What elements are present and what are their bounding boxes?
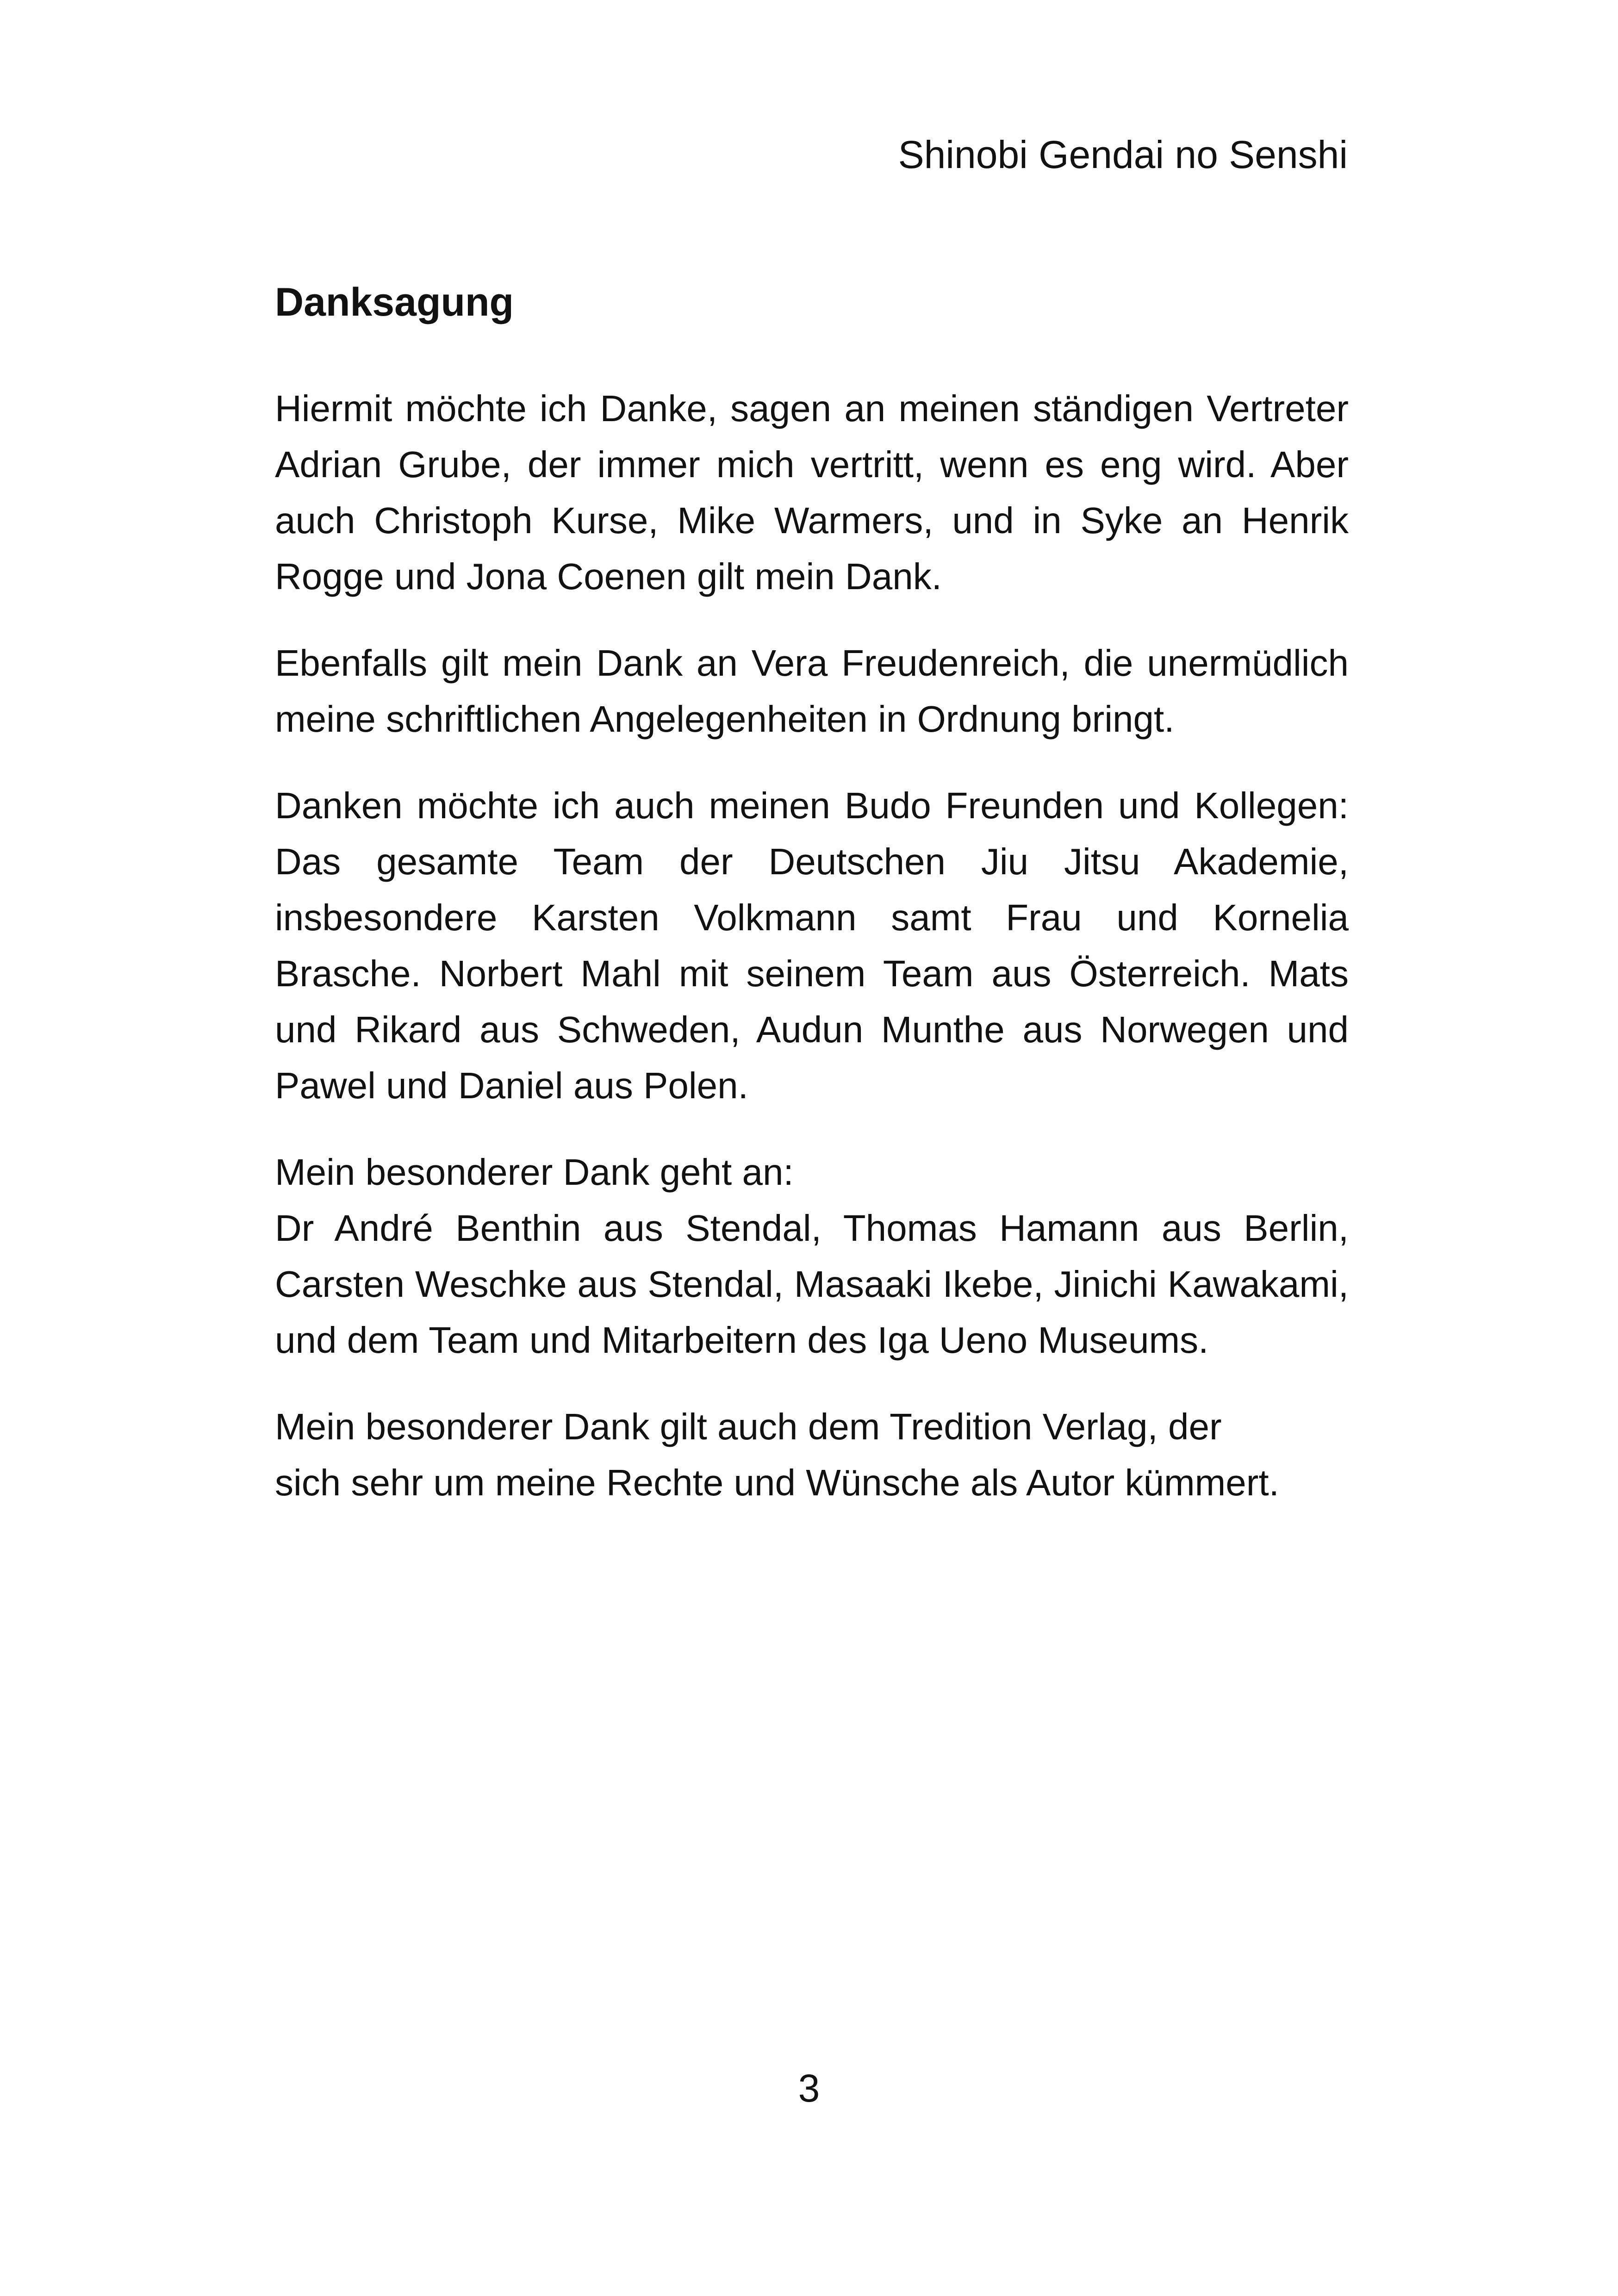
paragraph-administration: Ebenfalls gilt mein Dank an Vera Freudenreich, die unermüdlich meine schriftlichen Angelegenheiten in Ordnung bringt. <box>275 642 1349 740</box>
paragraph-representatives: Hiermit möchte ich Danke, sagen an meinen ständigen Vertreter Adrian Grube, der immer mich vertritt, wenn es eng wird. Aber auch Christoph Kurse, Mike Warmers, und in Syke an Henrik Rogge und Jona Coenen gilt mein Dank. <box>275 388 1349 597</box>
section-heading: Danksagung <box>275 280 514 324</box>
special-thanks-lead: Mein besonderer Dank geht an: <box>275 1151 794 1193</box>
closing-paragraph <box>275 1399 1349 1511</box>
page-content <box>275 273 1349 1541</box>
closing-line-2: sich sehr um meine Rechte und Wünsche als Autor kümmert. <box>275 1462 1279 1503</box>
special-thanks-names: Dr André Benthin aus Stendal, Thomas Hamann aus Berlin, Carsten Weschke aus Stendal, Masaaki Ikebe, Jinichi Kawakami, und dem Team und Mitarbeitern des Iga Ueno Museums. <box>275 1207 1349 1361</box>
closing-line-1: Mein besonderer Dank gilt auch dem Tredition Verlag, der <box>275 1406 1222 1447</box>
page-number: 3 <box>798 2066 820 2110</box>
paragraph-budo-friends: Danken möchte ich auch meinen Budo Freunden und Kollegen: Das gesamte Team der Deutschen Jiu Jitsu Akademie, insbesondere Karsten Volkmann samt Frau und Kornelia Brasche. Norbert Mahl mit seinem Team aus Österreich. Mats und Rikard aus Schweden, Audun Munthe aus Norwegen und Pawel und Daniel aus Polen. <box>275 785 1349 1106</box>
special-thanks-block <box>275 1144 1349 1368</box>
running-header: Shinobi Gendai no Senshi <box>898 133 1348 176</box>
